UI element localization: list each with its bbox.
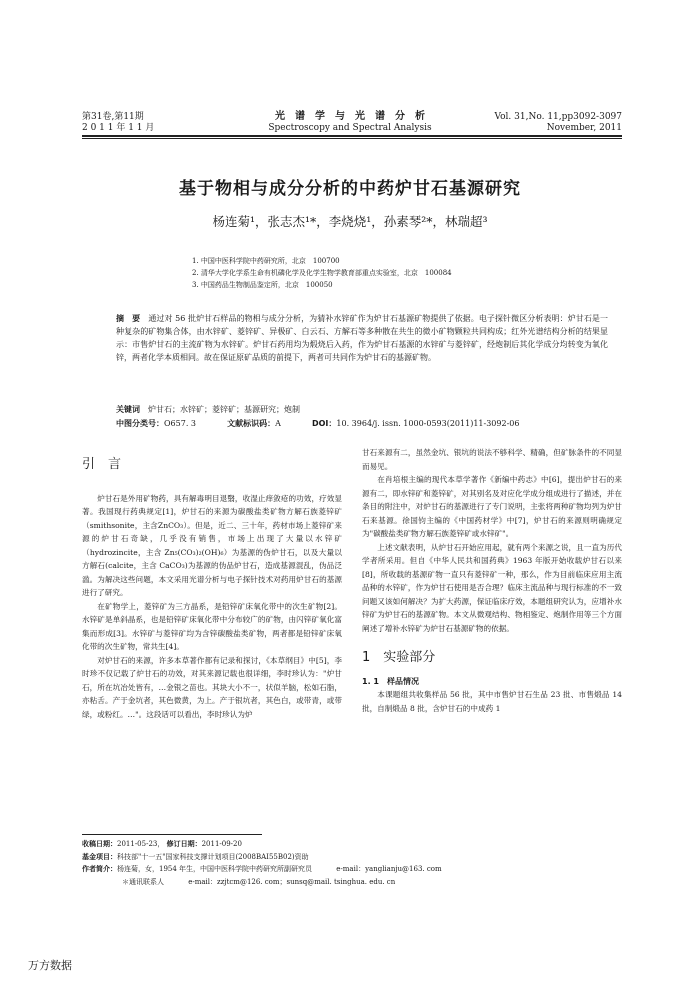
doi-value: 10. 3964/j. issn. 1000-0593(2011)11-3092-06 — [336, 419, 520, 428]
footnote-rule — [82, 834, 262, 835]
journal-volume-issue: 第31卷,第11期 — [82, 112, 144, 122]
affiliation-1: 1. 中国中医科学院中药研究所，北京 100700 — [192, 257, 340, 265]
doi-label: DOI： — [311, 419, 337, 428]
author-list: 杨连菊¹，张志杰¹*，李烧烧¹，孙素琴²*，林瑞超³ — [212, 214, 488, 229]
correspondence-email: e-mail：zzjtcm@126. com；sunsq@mail. tsinghua. edu. cn — [188, 877, 396, 886]
abstract — [116, 312, 608, 364]
keywords — [116, 403, 608, 416]
footnote-correspondence — [82, 876, 622, 889]
revised-label: 修订日期： — [166, 840, 202, 848]
journal-date: 2 0 1 1 年 1 1 月 — [82, 123, 155, 133]
left-column — [82, 458, 342, 721]
keywords-label: 关键词 — [116, 405, 140, 414]
abstract-label: 摘 要 — [116, 314, 141, 323]
journal-volume-pages: Vol. 31,No. 11,pp3092-3097 — [494, 112, 622, 122]
header-rule — [82, 135, 622, 137]
footnote-fund — [82, 851, 622, 864]
journal-title-cn: 光 谱 学 与 光 谱 分 析 — [275, 111, 425, 122]
wanfang-watermark: 万方数据 — [28, 959, 72, 972]
author-bio: 杨连菊，女，1954 年生，中国中医科学院中药研究所副研究员 — [117, 865, 313, 873]
intro-paragraph: 炉甘石是外用矿物药，具有解毒明目退翳，收湿止痒敛疮的功效，疗效显著。我国现行药典规定[1]，炉甘石的来源为碳酸盐类矿物方解石族菱锌矿（smithsonite，主含ZnCO₃）。但是，近二、三十年，药材市场上菱锌矿来源的炉甘石奇缺，几乎没有销售，市场上出现了大量以水锌矿（hydrozincite，主含 Zn₅(CO₃)₂(OH)₆）为基源的伪炉甘石，以及大量以方解石(calcite，主含 CaCO₃)为基源的伪品炉甘石，造成基源混乱，伪品泛滥。为解决这些问题，本文采用光谱分析与电子探针技术对药用炉甘石的基源进行了研究。 — [82, 493, 342, 597]
journal-month: November, 2011 — [546, 123, 622, 133]
body-paragraph: 甘石来源有二，虽然金坑、银坑的说法不够科学、精确，但矿脉条件的不同显而易见。 — [362, 448, 622, 471]
subsection-samples-heading: 1. 1 样品情况 — [362, 676, 419, 686]
received-date: 2011-05-23， — [117, 840, 165, 848]
section-introduction-heading: 引 言 — [82, 457, 122, 472]
intro-paragraph: 对炉甘石的来源，许多本草著作都有记录和探讨，《本草纲目》中[5]，李时珍不仅记载了炉甘石的功效，对其来源记载也很详细，李时珍认为："炉甘石，所在坑冶处皆有，…金银之苗也。其块大小不一，状似羊脑，松如石脂，亦粘舌。产于金坑者，其色微黄，为上。产于银坑者，其色白，或带青，或带绿，或粉红。…"。这段话可以看出，李时珍认为炉 — [82, 655, 342, 719]
paper-title: 基于物相与成分分析的中药炉甘石基源研究 — [179, 179, 521, 199]
classification — [116, 417, 608, 430]
body-paragraph: 本课题组共收集样品 56 批，其中市售炉甘石生品 23 批、市售煅品 14 批，自制煅品 8 批，含炉甘石的中成药 1 — [362, 690, 622, 713]
author-bio-label: 作者简介： — [82, 865, 117, 873]
fund-text: 科技部"十一五"国家科技支撑计划项目(2008BAI55B02)资助 — [117, 852, 309, 861]
affiliation-3: 3. 中国药品生物制品鉴定所，北京 100050 — [192, 281, 333, 289]
body-paragraph: 上述文献表明，从炉甘石开始应用起，就有两个来源之说，且一直为历代学者所采用。但自《中华人民共和国药典》1963 年版开始收载炉甘石以来[8]，所收载的基源矿物一直只有菱锌矿一种，那么，作为目前临床应用主流品种的水锌矿，作为炉甘石使用是否合理？临床主流品种与现行标准的不一致问题又该如何解决？为扩大药源，保证临床疗效，本题组研究认为，应增补水锌矿为炉甘石的基源矿物。本文从微观结构、物相鉴定、炮制作用等三个方面阐述了增补水锌矿为炉甘石基源矿物的依据。 — [362, 542, 622, 633]
abstract-text: 通过对 56 批炉甘石样品的物相与成分分析，为猜补水锌矿作为炉甘石基源矿物提供了依据。电子探针微区分析表明：炉甘石是一种复杂的矿物集合体，由水锌矿、菱锌矿、异极矿、白云石、方解石等多种散在共生的微小矿物颗粒共同构成；红外光谱结构分析的结果显示：市售炉甘石的主流矿物为水锌矿。炉甘石药用均为煅烧后入药，作为炉甘石基源的水锌矿与菱锌矿，经炮制后其化学成分均转变为氧化锌，两者化学本质相同。故在保证原矿品质的前提下，两者可共同作为炉甘石的基源矿物。 — [116, 314, 609, 362]
received-label: 收稿日期： — [82, 840, 117, 848]
right-column — [362, 446, 622, 715]
author-email: e-mail：yanglianju@163. com — [336, 865, 442, 873]
correspondence-label: ＊通讯联系人 — [122, 877, 164, 886]
intro-paragraph: 在矿物学上，菱锌矿为三方晶系，是铅锌矿床氧化带中的次生矿物[2]。水锌矿是单斜晶系，也是铅锌矿床氧化带中分布较广的矿物，由闪锌矿氧化富集而形成[3]。水锌矿与菱锌矿均为含锌碳酸盐类矿物，两者都是铅锌矿床氧化带的次生矿物，常共生[4]。 — [82, 601, 342, 651]
body-paragraph: 在肖培根主编的现代本草学著作《新编中药志》中[6]，提出炉甘石的来源有二，即水锌矿和菱锌矿，对其别名及对应化学成分组成进行了描述，并在条目的附注中，对炉甘石的基源进行了专门说明，主张将两种矿物均列为炉甘石来基源。徐国钧主编的《中国药材学》中[7]，炉甘石的来源则明确规定为"碳酸盐类矿物方解石族菱锌矿或水锌矿"。 — [362, 475, 622, 538]
keywords-text: 炉甘石；水锌矿；菱锌矿；基源研究；炮制 — [140, 405, 300, 414]
section-experimental-heading: 1 实验部分 — [362, 650, 436, 665]
fund-label: 基金项目： — [82, 852, 117, 861]
header-rule-thin — [82, 138, 622, 139]
clc-label: 中图分类号： — [116, 419, 164, 428]
doc-code: A — [275, 419, 281, 428]
revised-date: 2011-09-20 — [201, 840, 242, 848]
journal-title-en: Spectroscopy and Spectral Analysis — [268, 123, 432, 133]
clc-code: O657. 3 — [164, 419, 197, 428]
footnote-author — [82, 863, 622, 876]
affiliation-2: 2. 清华大学化学系生命有机磷化学及化学生物学教育部重点实验室，北京 100084 — [192, 269, 452, 277]
footnote-dates — [82, 838, 622, 851]
doc-code-label: 文献标识码： — [227, 419, 276, 428]
footnotes — [82, 838, 622, 888]
